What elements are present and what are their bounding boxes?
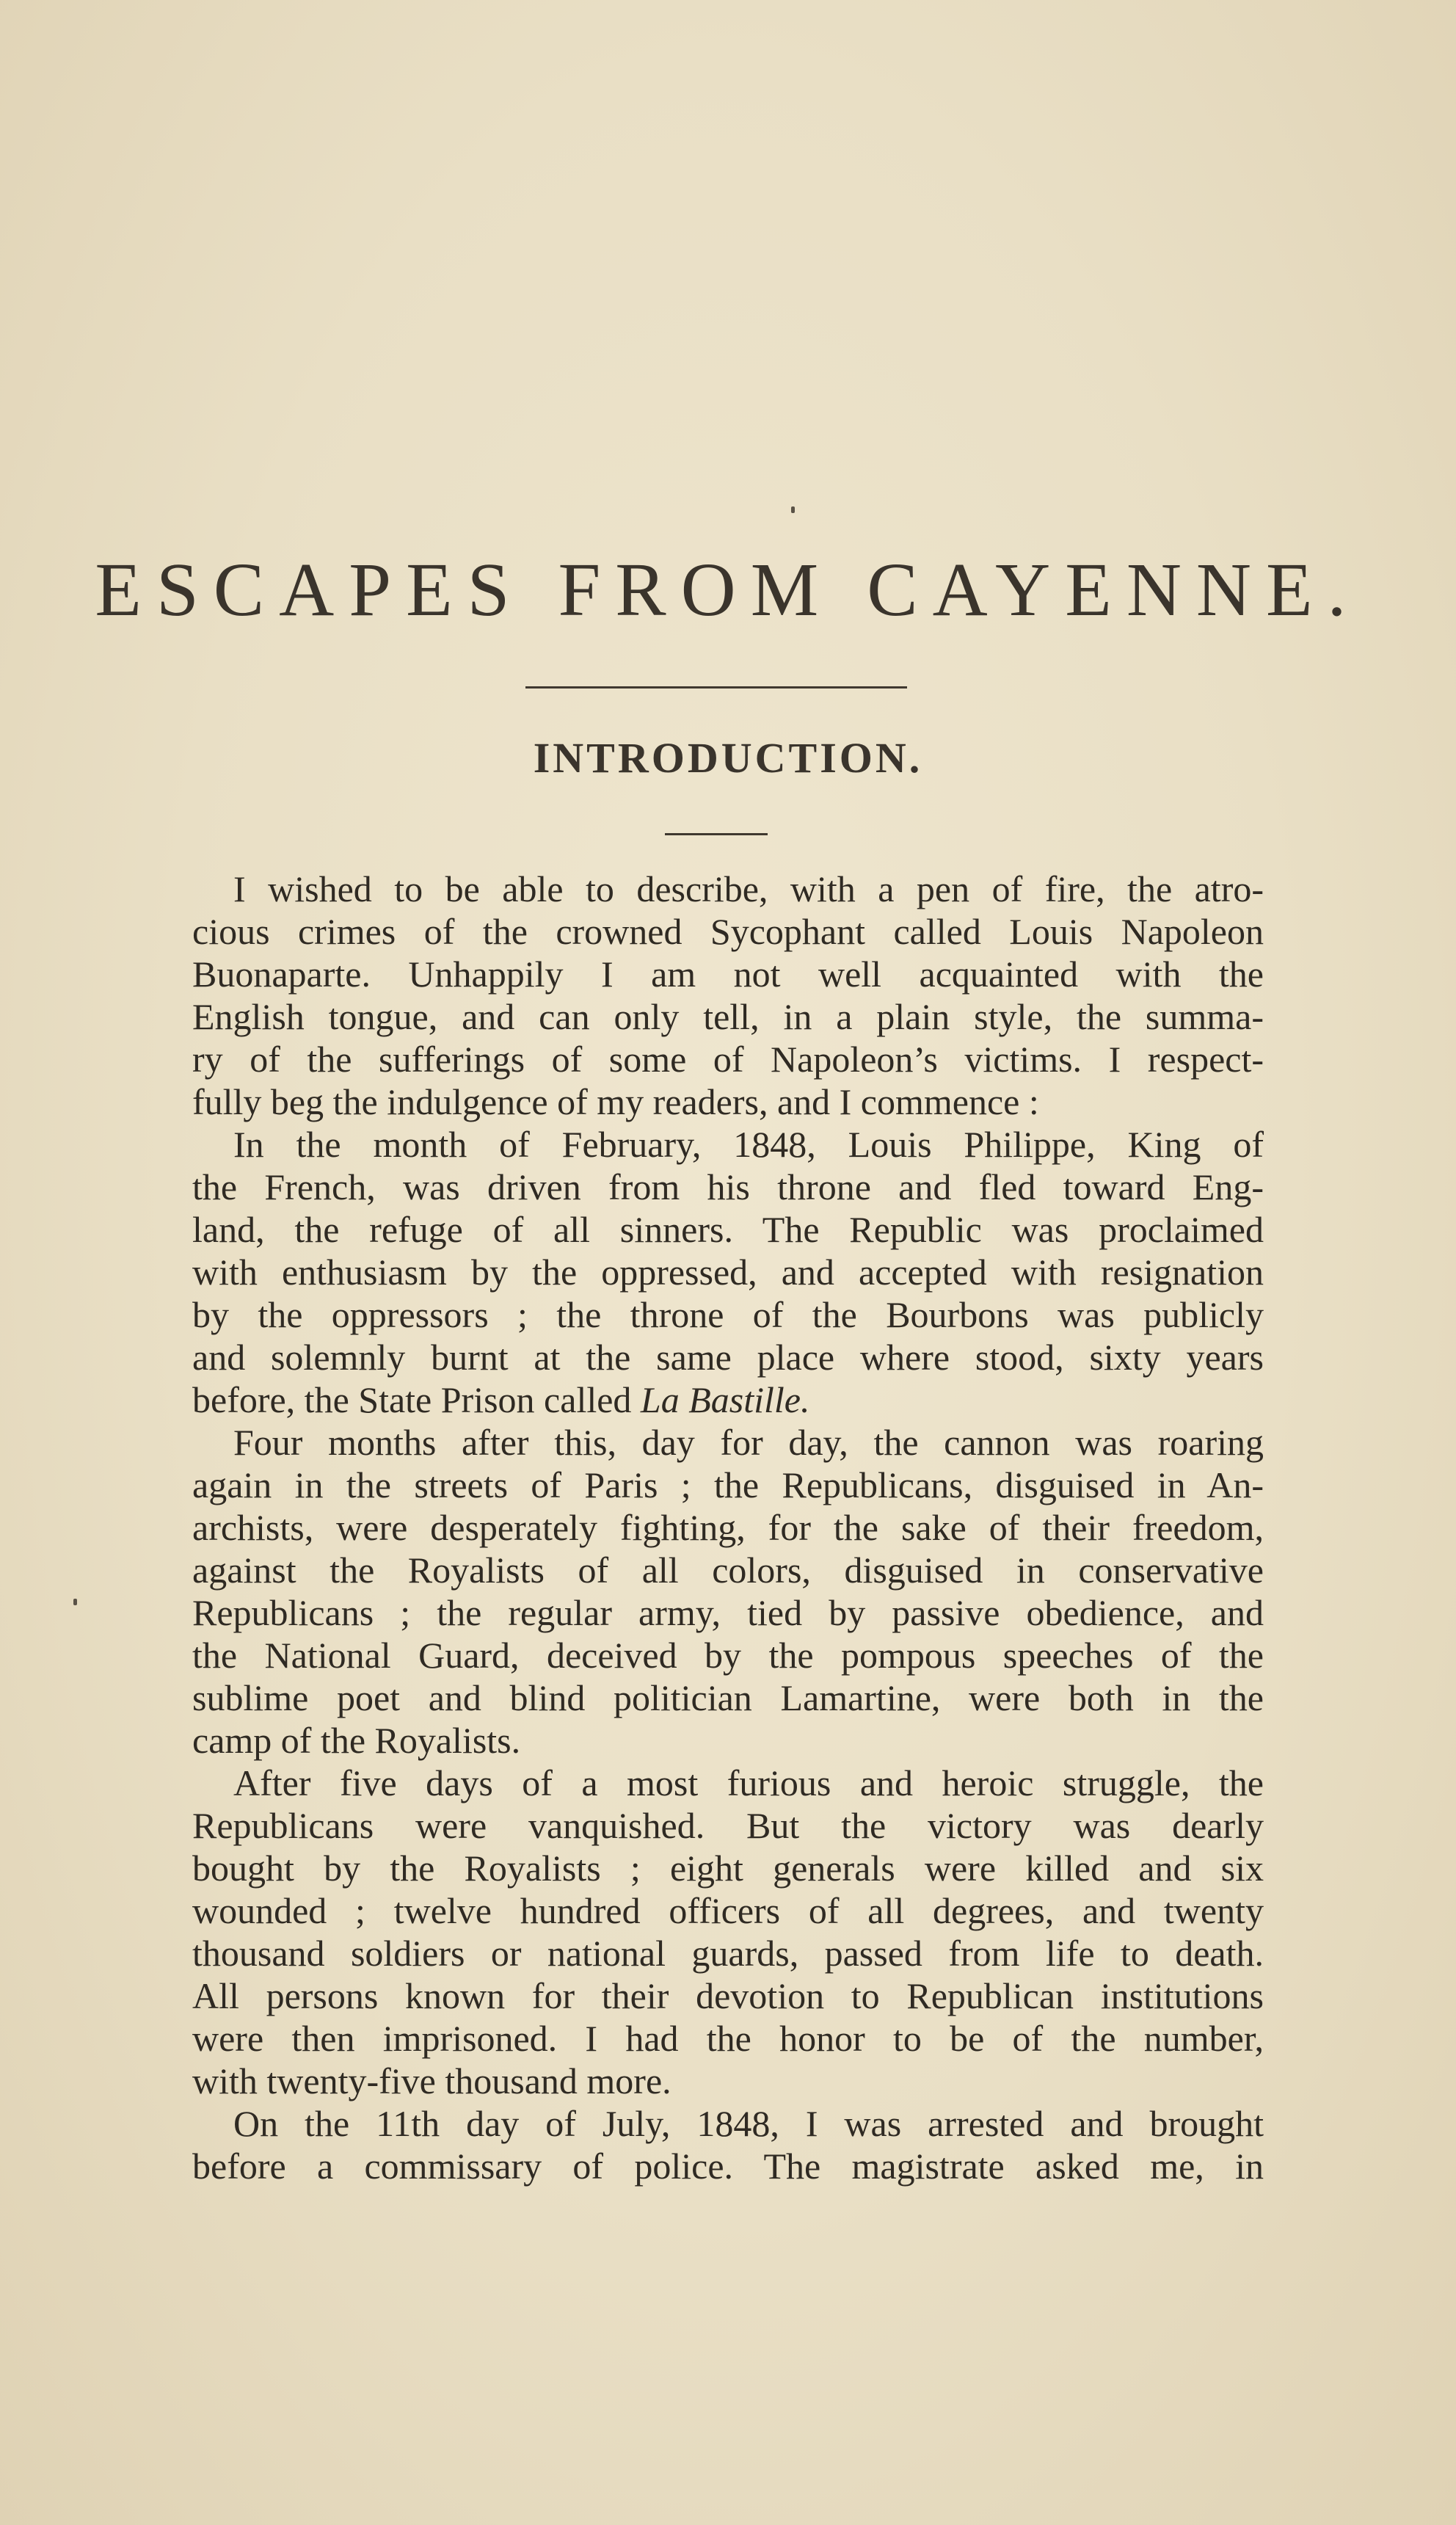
- ink-speck: [791, 506, 795, 513]
- section-title: INTRODUCTION.: [533, 734, 923, 782]
- text-line: After five days of a most furious and heroic struggle, the: [233, 1762, 1264, 1803]
- text-line: All persons known for their devotion to Republican institutions: [192, 1975, 1264, 2016]
- text-line: sublime poet and blind politician Lamartine, were both in the: [192, 1677, 1264, 1718]
- ink-speck: [73, 1599, 77, 1605]
- text-line: and solemnly burnt at the same place where stood, sixty years: [192, 1337, 1264, 1378]
- text-line: with enthusiasm by the oppressed, and accepted with resignation: [192, 1251, 1264, 1293]
- title-rule: [525, 686, 907, 689]
- text-line: thousand soldiers or national guards, passed from life to death.: [192, 1933, 1264, 1974]
- text-line: land, the refuge of all sinners. The Republic was proclaimed: [192, 1209, 1264, 1250]
- text-line: were then imprisoned. I had the honor to be of the number,: [192, 2018, 1264, 2059]
- text-line: Republicans ; the regular army, tied by passive obedience, and: [192, 1592, 1264, 1633]
- text-line: with twenty-five thousand more.: [192, 2060, 671, 2101]
- text-line: wounded ; twelve hundred officers of all degrees, and twenty: [192, 1890, 1264, 1931]
- text-line: the National Guard, deceived by the pompous speeches of the: [192, 1635, 1264, 1676]
- text-line: Four months after this, day for day, the cannon was roaring: [233, 1422, 1264, 1463]
- text-line: I wished to be able to describe, with a pen of fire, the atro-: [233, 868, 1264, 909]
- text-line: the French, was driven from his throne and fled toward Eng-: [192, 1166, 1264, 1207]
- body-text: [192, 868, 1264, 2187]
- text-line: Buonaparte. Unhappily I am not well acquainted with the: [192, 953, 1264, 995]
- text-line: Republicans were vanquished. But the victory was dearly: [192, 1805, 1264, 1846]
- text-line: archists, were desperately fighting, for the sake of their freedom,: [192, 1507, 1264, 1548]
- text-line: In the month of February, 1848, Louis Philippe, King of: [233, 1124, 1264, 1165]
- text-line: On the 11th day of July, 1848, I was arrested and brought: [233, 2103, 1264, 2144]
- text-line: against the Royalists of all colors, disguised in conservative: [192, 1549, 1264, 1591]
- text-line: fully beg the indulgence of my readers, and I commence :: [192, 1081, 1039, 1122]
- text-line: again in the streets of Paris ; the Republicans, disguised in An-: [192, 1464, 1264, 1505]
- text-line: English tongue, and can only tell, in a plain style, the summa-: [192, 996, 1264, 1037]
- text-line: before, the State Prison called La Bastille.: [192, 1379, 810, 1420]
- text-line: ry of the sufferings of some of Napoleon’s victims. I respect-: [192, 1039, 1264, 1080]
- section-rule: [665, 833, 768, 835]
- text-line: by the oppressors ; the throne of the Bourbons was publicly: [192, 1294, 1264, 1335]
- text-line: cious crimes of the crowned Sycophant called Louis Napoleon: [192, 911, 1264, 952]
- page-title: ESCAPES FROM CAYENNE.: [95, 548, 1361, 632]
- text-line: bought by the Royalists ; eight generals were killed and six: [192, 1848, 1264, 1889]
- text-line: before a commissary of police. The magistrate asked me, in: [192, 2146, 1264, 2187]
- text-line: camp of the Royalists.: [192, 1720, 521, 1761]
